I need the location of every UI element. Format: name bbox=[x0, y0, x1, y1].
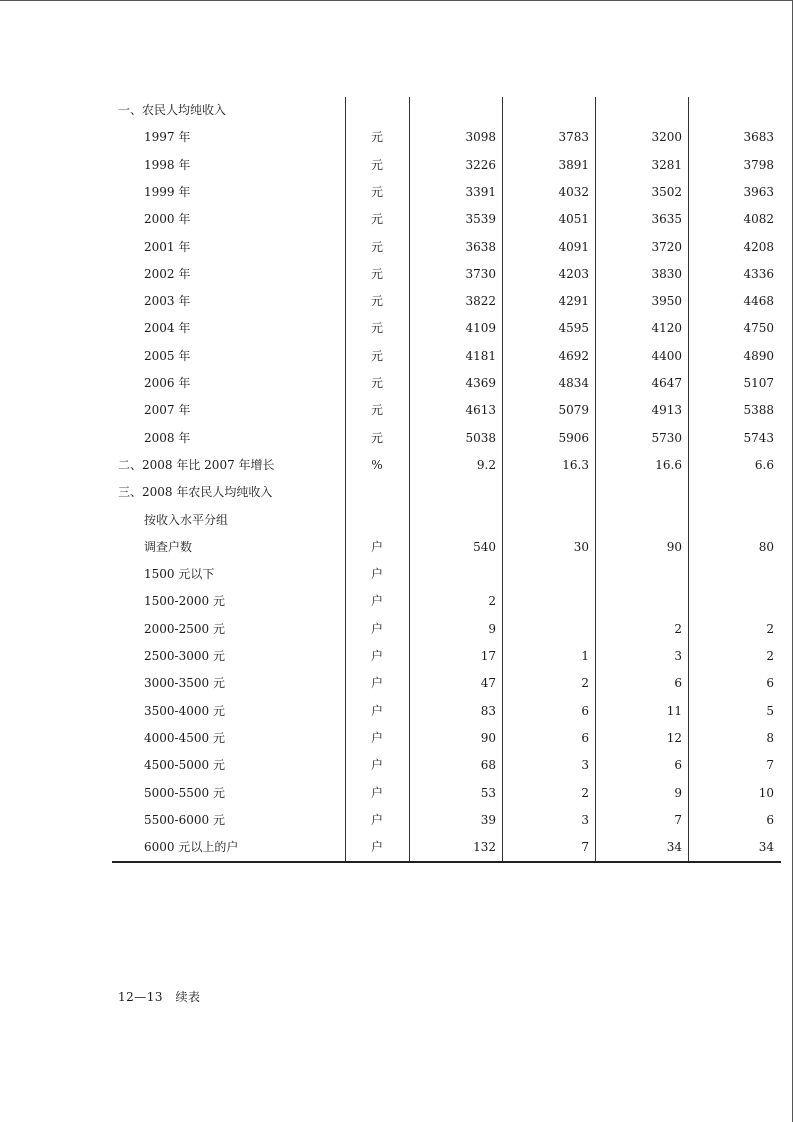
row-value-col3: 4400 bbox=[651, 348, 682, 363]
row-value-col1: 53 bbox=[480, 785, 496, 800]
row-value-col4: 8 bbox=[766, 730, 774, 745]
row-unit: 元 bbox=[370, 239, 383, 254]
row-unit: 户 bbox=[370, 812, 383, 827]
table-row bbox=[112, 643, 781, 670]
row-value-col3: 3200 bbox=[651, 130, 682, 145]
row-value-col1: 5038 bbox=[465, 430, 496, 445]
row-value-col1: 83 bbox=[480, 703, 496, 718]
table-row bbox=[112, 425, 781, 452]
row-unit: 户 bbox=[370, 785, 383, 800]
table-row bbox=[112, 588, 781, 615]
row-value-col1: 3539 bbox=[465, 212, 496, 227]
row-value-col1: 3822 bbox=[465, 294, 496, 309]
table-row bbox=[112, 152, 781, 179]
row-label: 2002 年 bbox=[144, 266, 191, 281]
table-row bbox=[112, 124, 781, 151]
row-unit: 户 bbox=[370, 594, 383, 609]
table-row bbox=[112, 780, 781, 807]
row-value-col1: 3391 bbox=[465, 184, 496, 199]
row-value-col2: 4692 bbox=[558, 348, 589, 363]
table-row bbox=[112, 234, 781, 261]
row-unit: 户 bbox=[370, 730, 383, 745]
row-unit: 户 bbox=[370, 649, 383, 663]
table-row bbox=[112, 698, 781, 725]
row-value-col4: 3963 bbox=[743, 184, 774, 199]
table-row bbox=[112, 452, 781, 479]
row-value-col2: 6 bbox=[581, 730, 589, 745]
table-row bbox=[112, 752, 781, 779]
row-value-col4: 2 bbox=[766, 649, 774, 663]
row-value-col1: 4109 bbox=[465, 321, 496, 336]
row-label: 2000 年 bbox=[144, 212, 191, 227]
row-value-col1: 4181 bbox=[465, 348, 496, 363]
table-row bbox=[112, 288, 781, 315]
row-unit: 元 bbox=[370, 266, 383, 281]
row-label: 2003 年 bbox=[144, 294, 191, 309]
row-value-col4: 3798 bbox=[743, 157, 774, 172]
table-row bbox=[112, 479, 781, 506]
row-unit: 元 bbox=[370, 212, 383, 227]
row-value-col3: 6 bbox=[674, 676, 682, 691]
row-value-col1: 3226 bbox=[465, 157, 496, 172]
row-value-col4: 4208 bbox=[743, 239, 774, 254]
row-value-col3: 3830 bbox=[651, 266, 682, 281]
row-value-col1: 90 bbox=[480, 730, 496, 745]
row-label: 4000-4500 元 bbox=[144, 730, 225, 745]
row-label: 2008 年 bbox=[144, 430, 191, 445]
row-label: 一、农民人均纯收入 bbox=[118, 103, 227, 117]
row-value-col2: 1 bbox=[581, 649, 589, 663]
row-unit: 元 bbox=[370, 376, 383, 390]
row-value-col3: 7 bbox=[674, 812, 682, 827]
row-value-col4: 10 bbox=[758, 785, 774, 800]
row-unit: 户 bbox=[370, 676, 383, 691]
row-unit: 户 bbox=[370, 840, 383, 855]
row-value-col3: 3 bbox=[674, 649, 682, 663]
table-row bbox=[112, 807, 781, 834]
row-value-col3: 16.6 bbox=[655, 457, 682, 472]
table-row bbox=[112, 206, 781, 233]
row-value-col3: 5730 bbox=[651, 430, 682, 445]
table-row bbox=[112, 725, 781, 752]
row-label: 2004 年 bbox=[144, 321, 191, 336]
row-value-col4: 6.6 bbox=[754, 457, 774, 472]
row-value-col4: 5107 bbox=[743, 376, 774, 390]
row-value-col3: 3635 bbox=[651, 212, 682, 227]
row-value-col1: 4613 bbox=[465, 403, 496, 418]
row-unit: 户 bbox=[370, 758, 383, 773]
row-value-col3: 3720 bbox=[651, 239, 682, 254]
row-value-col4: 6 bbox=[766, 676, 774, 691]
row-value-col2: 7 bbox=[581, 840, 589, 855]
row-unit: 元 bbox=[370, 430, 383, 445]
row-label: 2001 年 bbox=[144, 239, 191, 254]
table-row bbox=[112, 616, 781, 643]
table-row bbox=[112, 507, 781, 534]
row-value-col4: 6 bbox=[766, 812, 774, 827]
row-value-col4: 5743 bbox=[743, 430, 774, 445]
table-row bbox=[112, 315, 781, 342]
row-value-col4: 4468 bbox=[743, 294, 774, 309]
row-value-col3: 34 bbox=[666, 840, 682, 855]
row-value-col2: 3 bbox=[581, 758, 589, 773]
row-unit: 元 bbox=[370, 348, 383, 363]
row-value-col2: 4091 bbox=[558, 239, 589, 254]
row-value-col3: 3502 bbox=[651, 184, 682, 199]
row-value-col2: 16.3 bbox=[562, 457, 589, 472]
row-unit: 元 bbox=[370, 403, 383, 418]
row-label: 2000-2500 元 bbox=[144, 621, 225, 636]
row-unit: 元 bbox=[370, 184, 383, 199]
row-value-col4: 4082 bbox=[743, 212, 774, 227]
table-row bbox=[112, 397, 781, 424]
row-value-col4: 4750 bbox=[743, 321, 774, 336]
row-label: 2500-3000 元 bbox=[144, 649, 225, 663]
row-value-col2: 4203 bbox=[558, 266, 589, 281]
row-value-col4: 5 bbox=[766, 703, 774, 718]
row-value-col3: 11 bbox=[666, 703, 682, 718]
row-value-col4: 4336 bbox=[743, 266, 774, 281]
row-value-col4: 3683 bbox=[743, 130, 774, 145]
row-unit: 元 bbox=[370, 157, 383, 172]
row-label: 5500-6000 元 bbox=[144, 812, 225, 827]
row-value-col4: 80 bbox=[758, 539, 774, 554]
row-value-col3: 3281 bbox=[651, 157, 682, 172]
row-label: 4500-5000 元 bbox=[144, 758, 225, 773]
row-value-col3: 12 bbox=[666, 730, 682, 745]
row-value-col1: 47 bbox=[480, 676, 496, 691]
page-top-border bbox=[0, 0, 792, 1]
row-value-col3: 6 bbox=[674, 758, 682, 773]
row-value-col4: 2 bbox=[766, 621, 774, 636]
row-label: 2006 年 bbox=[144, 376, 191, 390]
row-value-col3: 3950 bbox=[651, 294, 682, 309]
row-value-col2: 2 bbox=[581, 785, 589, 800]
row-value-col2: 4595 bbox=[558, 321, 589, 336]
row-value-col2: 6 bbox=[581, 703, 589, 718]
row-value-col3: 4913 bbox=[651, 403, 682, 418]
row-label: 1997 年 bbox=[144, 130, 191, 145]
row-value-col2: 3891 bbox=[558, 157, 589, 172]
row-unit: 户 bbox=[370, 621, 383, 636]
row-value-col1: 2 bbox=[488, 594, 496, 609]
row-unit: % bbox=[371, 457, 383, 472]
row-value-col1: 9 bbox=[488, 621, 496, 636]
row-value-col4: 5388 bbox=[743, 403, 774, 418]
row-unit: 元 bbox=[370, 294, 383, 309]
table-row bbox=[112, 343, 781, 370]
row-value-col1: 3730 bbox=[465, 266, 496, 281]
row-value-col1: 3098 bbox=[465, 130, 496, 145]
table-row bbox=[112, 179, 781, 206]
row-value-col2: 3 bbox=[581, 812, 589, 827]
row-value-col2: 4032 bbox=[558, 184, 589, 199]
row-label: 1998 年 bbox=[144, 157, 191, 172]
row-value-col1: 9.2 bbox=[476, 457, 496, 472]
row-value-col2: 5079 bbox=[558, 403, 589, 418]
row-value-col3: 90 bbox=[666, 539, 682, 554]
table-row bbox=[112, 834, 781, 861]
row-value-col2: 30 bbox=[573, 539, 589, 554]
row-unit: 元 bbox=[370, 130, 383, 145]
row-value-col4: 34 bbox=[758, 840, 774, 855]
row-value-col1: 39 bbox=[480, 812, 496, 827]
row-value-col2: 5906 bbox=[558, 430, 589, 445]
row-label: 调查户数 bbox=[144, 539, 193, 554]
table-row bbox=[112, 97, 781, 124]
table-caption: 12—13 续表 bbox=[118, 990, 201, 1004]
row-unit: 户 bbox=[370, 703, 383, 718]
row-unit: 元 bbox=[370, 321, 383, 336]
row-value-col1: 4369 bbox=[465, 376, 496, 390]
row-label: 二、2008 年比 2007 年增长 bbox=[118, 457, 275, 472]
row-label: 3500-4000 元 bbox=[144, 703, 225, 718]
row-value-col3: 4647 bbox=[651, 376, 682, 390]
row-value-col3: 4120 bbox=[651, 321, 682, 336]
table-row bbox=[112, 370, 781, 397]
row-value-col2: 4051 bbox=[558, 212, 589, 227]
row-value-col2: 4834 bbox=[558, 376, 589, 390]
table-row bbox=[112, 261, 781, 288]
row-value-col4: 7 bbox=[766, 758, 774, 773]
row-value-col3: 2 bbox=[674, 621, 682, 636]
row-label: 三、2008 年农民人均纯收入 bbox=[118, 485, 273, 500]
row-value-col1: 3638 bbox=[465, 239, 496, 254]
row-value-col2: 2 bbox=[581, 676, 589, 691]
row-label: 3000-3500 元 bbox=[144, 676, 225, 691]
row-label: 按收入水平分组 bbox=[144, 512, 229, 527]
table-row bbox=[112, 670, 781, 697]
row-value-col4: 4890 bbox=[743, 348, 774, 363]
row-value-col2: 4291 bbox=[558, 294, 589, 309]
row-value-col1: 68 bbox=[480, 758, 496, 773]
row-value-col3: 9 bbox=[674, 785, 682, 800]
row-label: 1999 年 bbox=[144, 184, 191, 199]
row-label: 6000 元以上的户 bbox=[144, 840, 239, 855]
row-value-col1: 540 bbox=[473, 539, 496, 554]
table-row bbox=[112, 561, 781, 588]
row-label: 2007 年 bbox=[144, 403, 191, 418]
row-label: 1500-2000 元 bbox=[144, 594, 225, 609]
row-value-col1: 132 bbox=[473, 840, 496, 855]
row-unit: 户 bbox=[370, 539, 383, 554]
row-label: 1500 元以下 bbox=[144, 567, 215, 582]
table-row bbox=[112, 534, 781, 561]
row-label: 2005 年 bbox=[144, 348, 191, 363]
row-value-col1: 17 bbox=[480, 649, 496, 663]
row-value-col2: 3783 bbox=[558, 130, 589, 145]
row-unit: 户 bbox=[370, 567, 383, 582]
row-label: 5000-5500 元 bbox=[144, 785, 225, 800]
